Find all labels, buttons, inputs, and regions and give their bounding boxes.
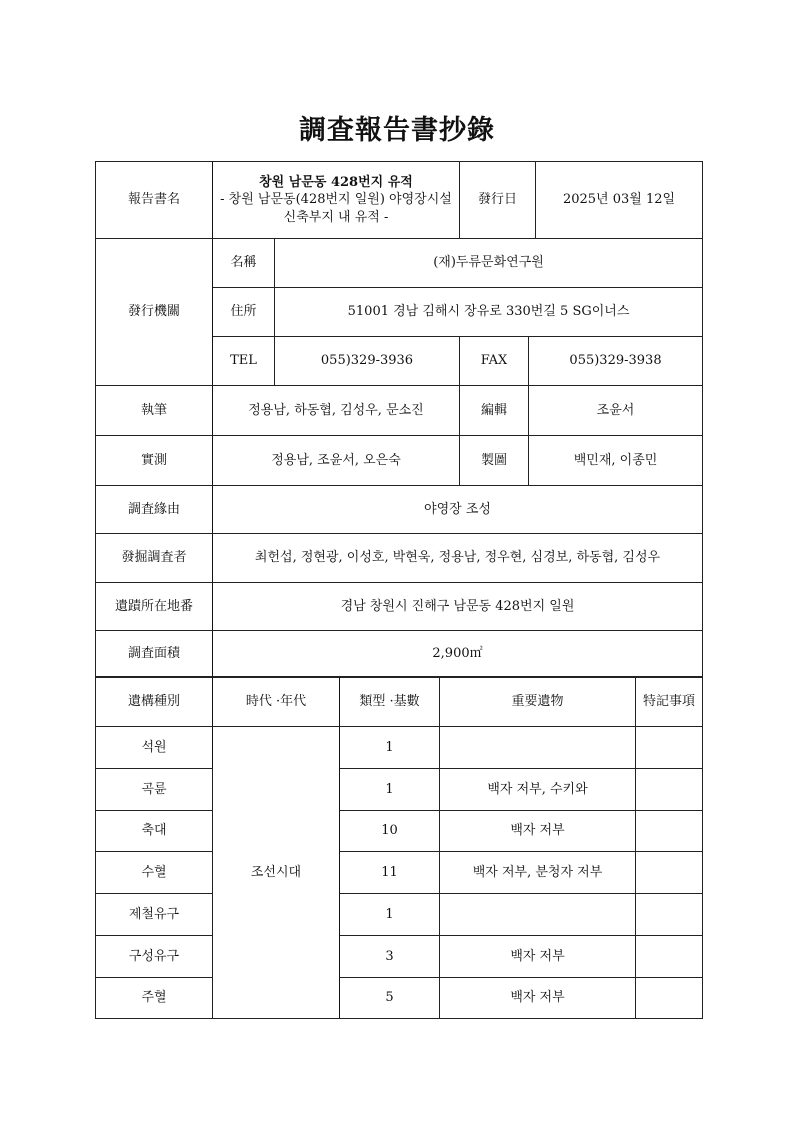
table-row (96, 811, 703, 852)
feature-finds: 백자 저부, 분청자 저부 (440, 852, 636, 894)
drawing-label: 製圖 (460, 436, 529, 486)
feature-finds: 백자 저부 (440, 811, 636, 852)
feature-count: 1 (340, 894, 440, 936)
table-row (96, 978, 703, 1019)
report-name-label: 報告書名 (96, 162, 213, 239)
publisher-tel-value: 055)329-3936 (275, 337, 460, 386)
page-title: 調査報告書抄錄 (299, 115, 495, 146)
era-value: 조선시대 (213, 727, 340, 1019)
feature-finds (440, 894, 636, 936)
publisher-address-label: 住所 (213, 288, 275, 337)
feature-type: 구성유구 (96, 936, 213, 978)
header-era: 時代 ·年代 (213, 678, 340, 727)
feature-count: 3 (340, 936, 440, 978)
publisher-fax-value: 055)329-3938 (529, 337, 703, 386)
feature-type: 축대 (96, 811, 213, 852)
table-row (96, 727, 703, 769)
publisher-fax-label: FAX (460, 337, 529, 386)
feature-note (636, 978, 703, 1019)
table-row (96, 894, 703, 936)
publisher-label: 發行機關 (96, 239, 213, 386)
feature-note (636, 894, 703, 936)
area-label: 調査面積 (96, 631, 213, 677)
table-row (96, 769, 703, 811)
feature-finds: 백자 저부 (440, 978, 636, 1019)
feature-note (636, 769, 703, 811)
feature-note (636, 936, 703, 978)
feature-note (636, 852, 703, 894)
location-label: 遺蹟所在地番 (96, 583, 213, 631)
publisher-name-value: (재)두류문화연구원 (275, 239, 703, 288)
drawing-value: 백민재, 이종민 (529, 436, 703, 486)
survey-value: 정용남, 조윤서, 오은숙 (213, 436, 460, 486)
report-name-cell (213, 162, 460, 239)
survey-label: 實測 (96, 436, 213, 486)
header-notes: 特記事項 (636, 678, 703, 727)
editing-value: 조윤서 (529, 386, 703, 436)
feature-note (636, 811, 703, 852)
writing-label: 執筆 (96, 386, 213, 436)
feature-type: 석원 (96, 727, 213, 769)
editing-label: 編輯 (460, 386, 529, 436)
publisher-tel-label: TEL (213, 337, 275, 386)
feature-count: 10 (340, 811, 440, 852)
feature-count: 5 (340, 978, 440, 1019)
area-value: 2,900㎡ (213, 631, 703, 677)
feature-type: 제철유구 (96, 894, 213, 936)
feature-type: 주혈 (96, 978, 213, 1019)
report-name-sub2: 신축부지 내 유적 - (283, 209, 389, 225)
reason-value: 야영장 조성 (213, 486, 703, 534)
publisher-name-label: 名稱 (213, 239, 275, 288)
header-finds: 重要遺物 (440, 678, 636, 727)
table-row (96, 936, 703, 978)
feature-note (636, 727, 703, 769)
feature-count: 1 (340, 727, 440, 769)
feature-count: 1 (340, 769, 440, 811)
feature-count: 11 (340, 852, 440, 894)
reason-label: 調査緣由 (96, 486, 213, 534)
header-count: 類型 ·基數 (340, 678, 440, 727)
excavators-label: 發掘調査者 (96, 534, 213, 583)
issue-date-label: 發行日 (460, 162, 536, 239)
feature-finds: 백자 저부, 수키와 (440, 769, 636, 811)
features-table (95, 677, 703, 1019)
location-value: 경남 창원시 진해구 남문동 428번지 일원 (213, 583, 703, 631)
excavators-value: 최헌섭, 정현광, 이성호, 박현욱, 정용남, 정우현, 심경보, 하동협, 김성우 (213, 534, 703, 583)
writing-value: 정용남, 하동협, 김성우, 문소진 (213, 386, 460, 436)
table-row (96, 852, 703, 894)
header-feature-type: 遺構種別 (96, 678, 213, 727)
report-name-sub1: - 창원 남문동(428번지 일원) 야영장시설 (220, 192, 452, 208)
feature-type: 수혈 (96, 852, 213, 894)
feature-type: 곡륜 (96, 769, 213, 811)
summary-table (95, 161, 703, 677)
feature-finds (440, 727, 636, 769)
publisher-address-value: 51001 경남 김해시 장유로 330번길 5 SG이너스 (275, 288, 703, 337)
feature-finds: 백자 저부 (440, 936, 636, 978)
features-header-row (96, 678, 703, 727)
issue-date-value: 2025년 03월 12일 (536, 162, 703, 239)
report-name-main: 창원 남문동 428번지 유적 (259, 174, 413, 190)
